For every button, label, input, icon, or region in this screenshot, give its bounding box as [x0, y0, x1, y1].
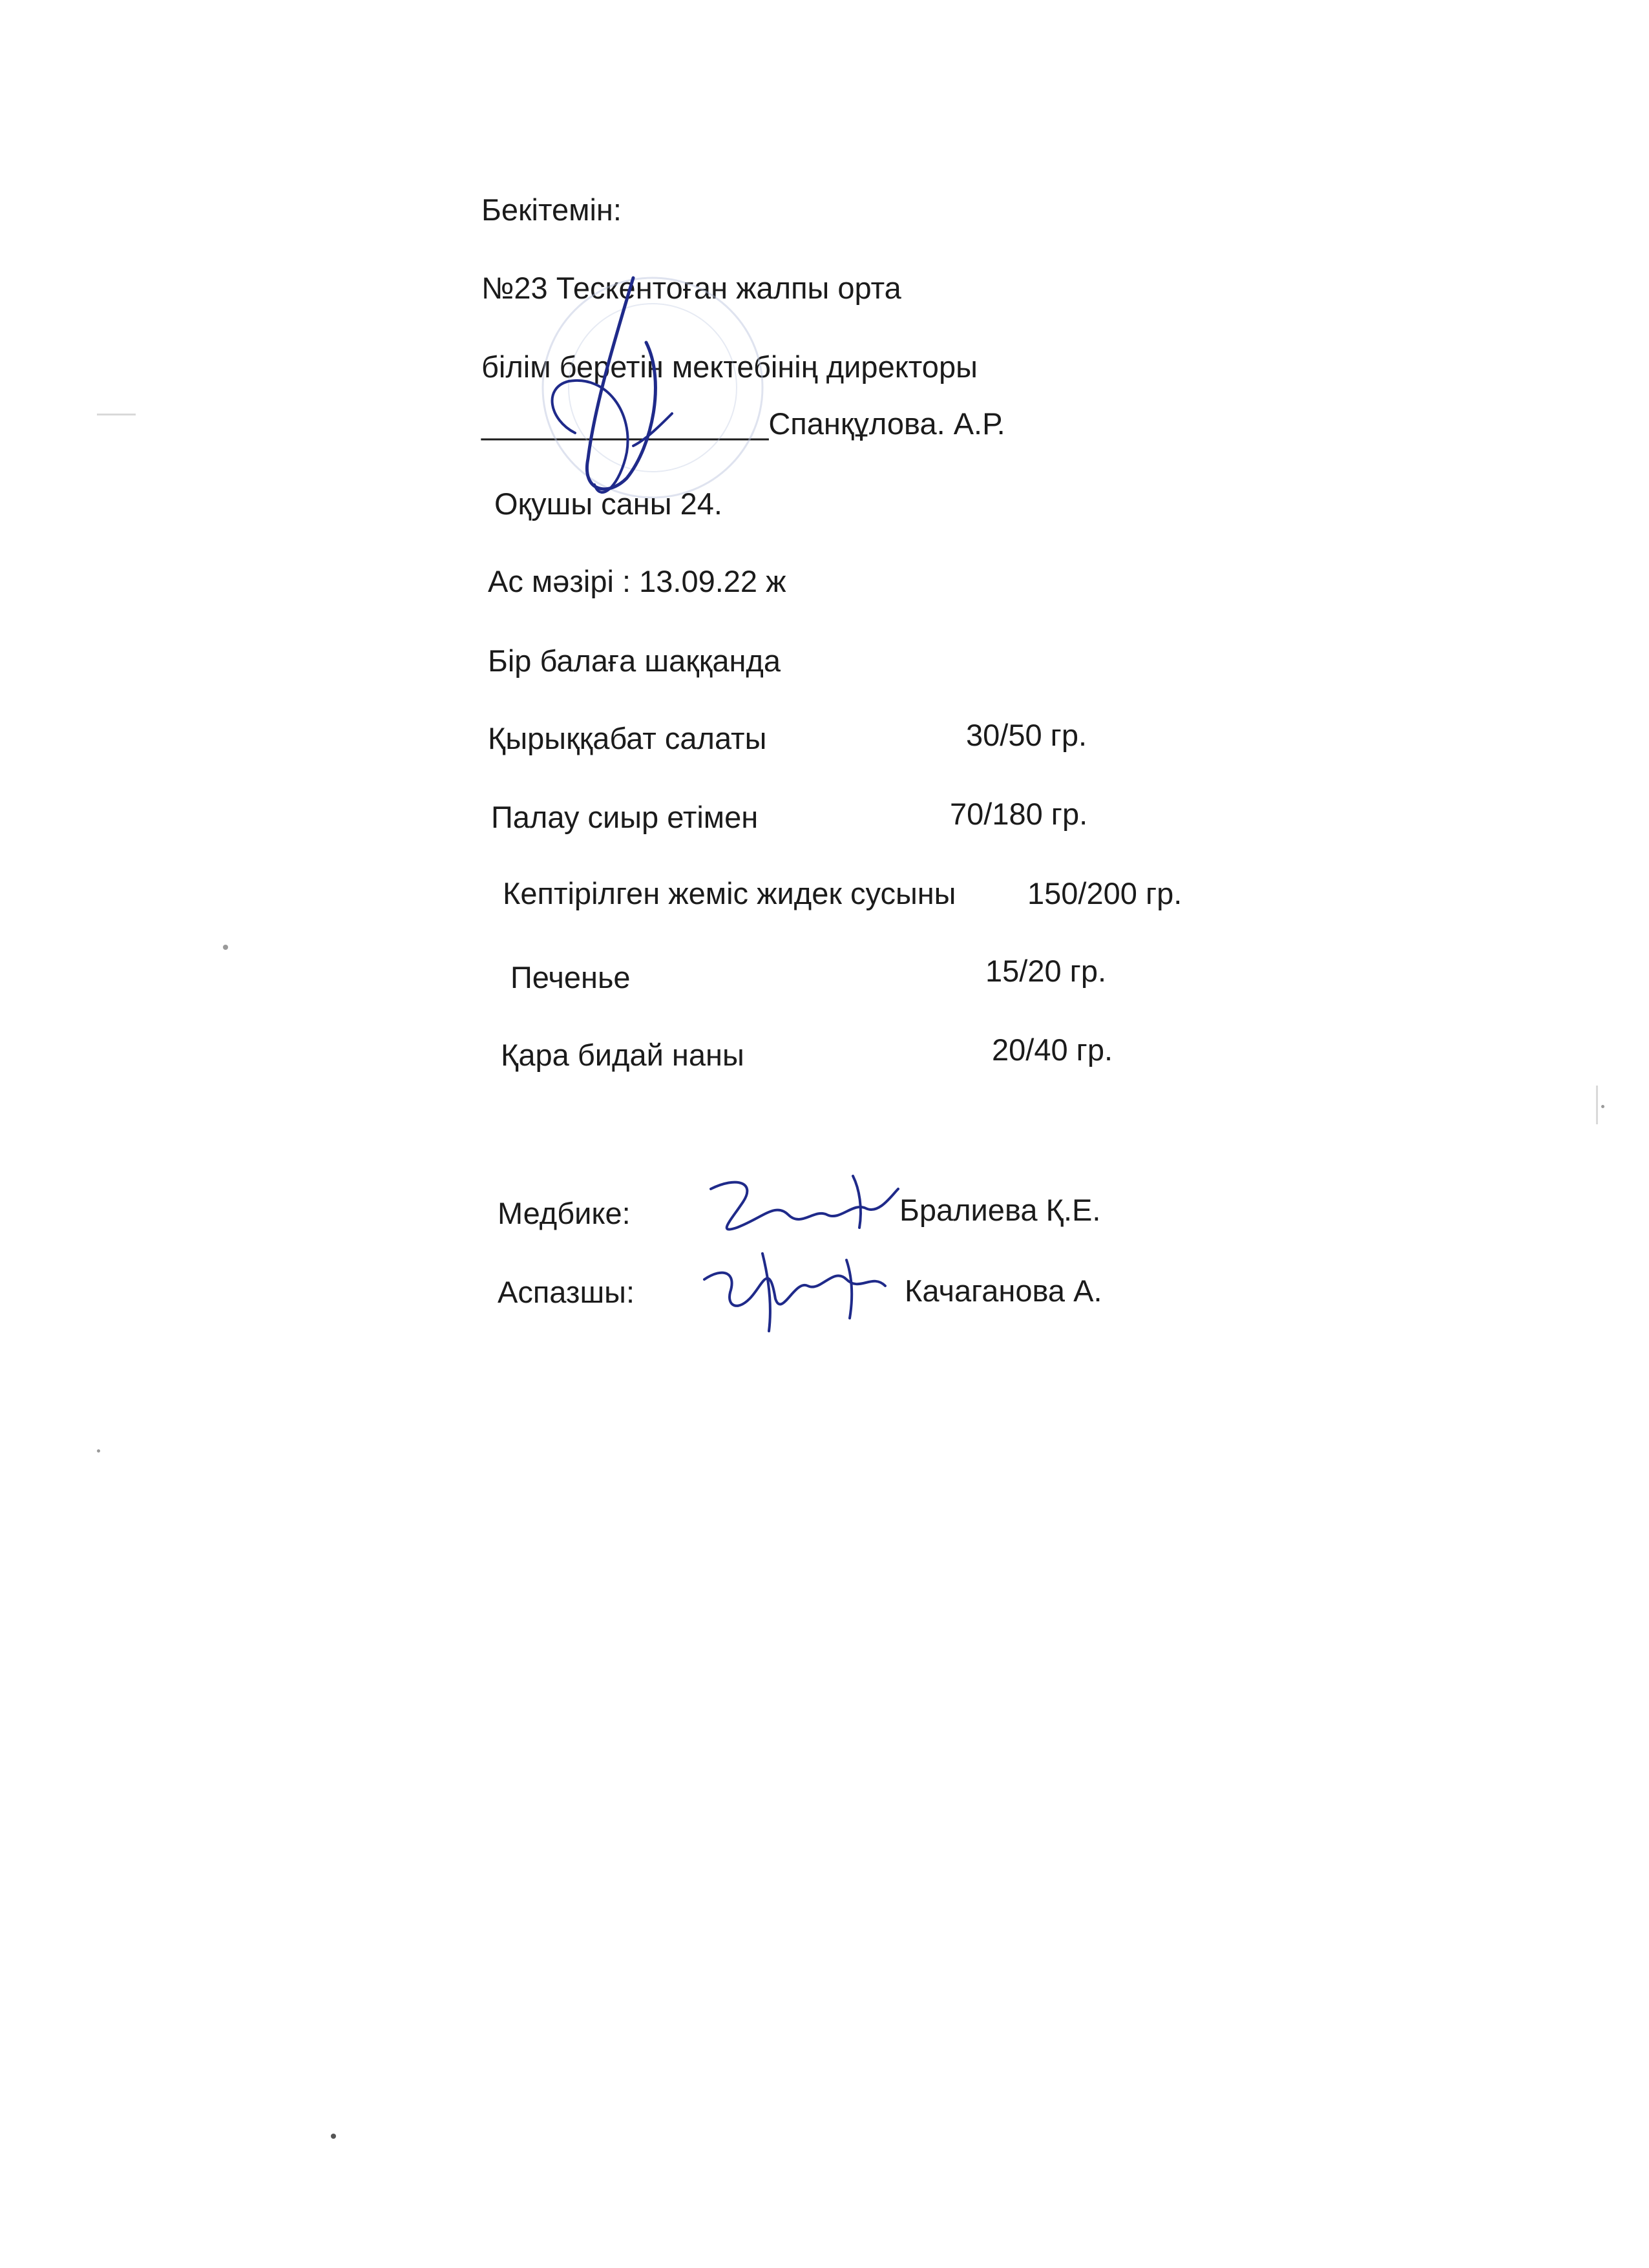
menu-item-name: Қырыққабат салаты [488, 721, 767, 755]
approval-heading: Бекітемін: [481, 193, 622, 227]
menu-item-amount: 70/180 гр. [950, 797, 1088, 831]
director-signature-line: _________________Спанқұлова. А.Р. [481, 406, 1005, 441]
nurse-label: Медбике: [498, 1196, 631, 1230]
cook-signature [691, 1241, 898, 1338]
menu-item-name: Палау сиыр етімен [491, 800, 759, 834]
menu-item-name: Печенье [510, 960, 631, 994]
menu-date: Ас мәзірі : 13.09.22 ж [488, 564, 786, 598]
school-name-line1: №23 Тескентоған жалпы орта [481, 271, 901, 305]
scan-speck [223, 945, 228, 950]
menu-item-amount: 15/20 гр. [985, 954, 1107, 988]
cook-name: Качаганова А. [905, 1274, 1102, 1308]
nurse-name: Бралиева Қ.Е. [899, 1193, 1101, 1227]
menu-item-name: Кептірілген жеміс жидек сусыны [503, 876, 956, 910]
menu-item-amount: 30/50 гр. [966, 718, 1087, 752]
cook-label: Аспазшы: [498, 1275, 635, 1309]
student-count: Оқушы саны 24. [494, 487, 722, 521]
menu-item-amount: 150/200 гр. [1027, 876, 1182, 910]
scan-speck [97, 1449, 100, 1453]
menu-item-name: Қара бидай наны [501, 1038, 744, 1072]
scan-edge-mark [97, 414, 136, 415]
scan-speck [331, 2134, 336, 2139]
per-child-heading: Бір балаға шаққанда [488, 644, 781, 678]
scan-edge-mark [1596, 1086, 1598, 1124]
scan-speck [1601, 1105, 1604, 1108]
menu-item-amount: 20/40 гр. [992, 1033, 1113, 1067]
school-name-line2: білім беретін мектебінің директоры [481, 350, 978, 384]
nurse-signature [698, 1163, 905, 1254]
